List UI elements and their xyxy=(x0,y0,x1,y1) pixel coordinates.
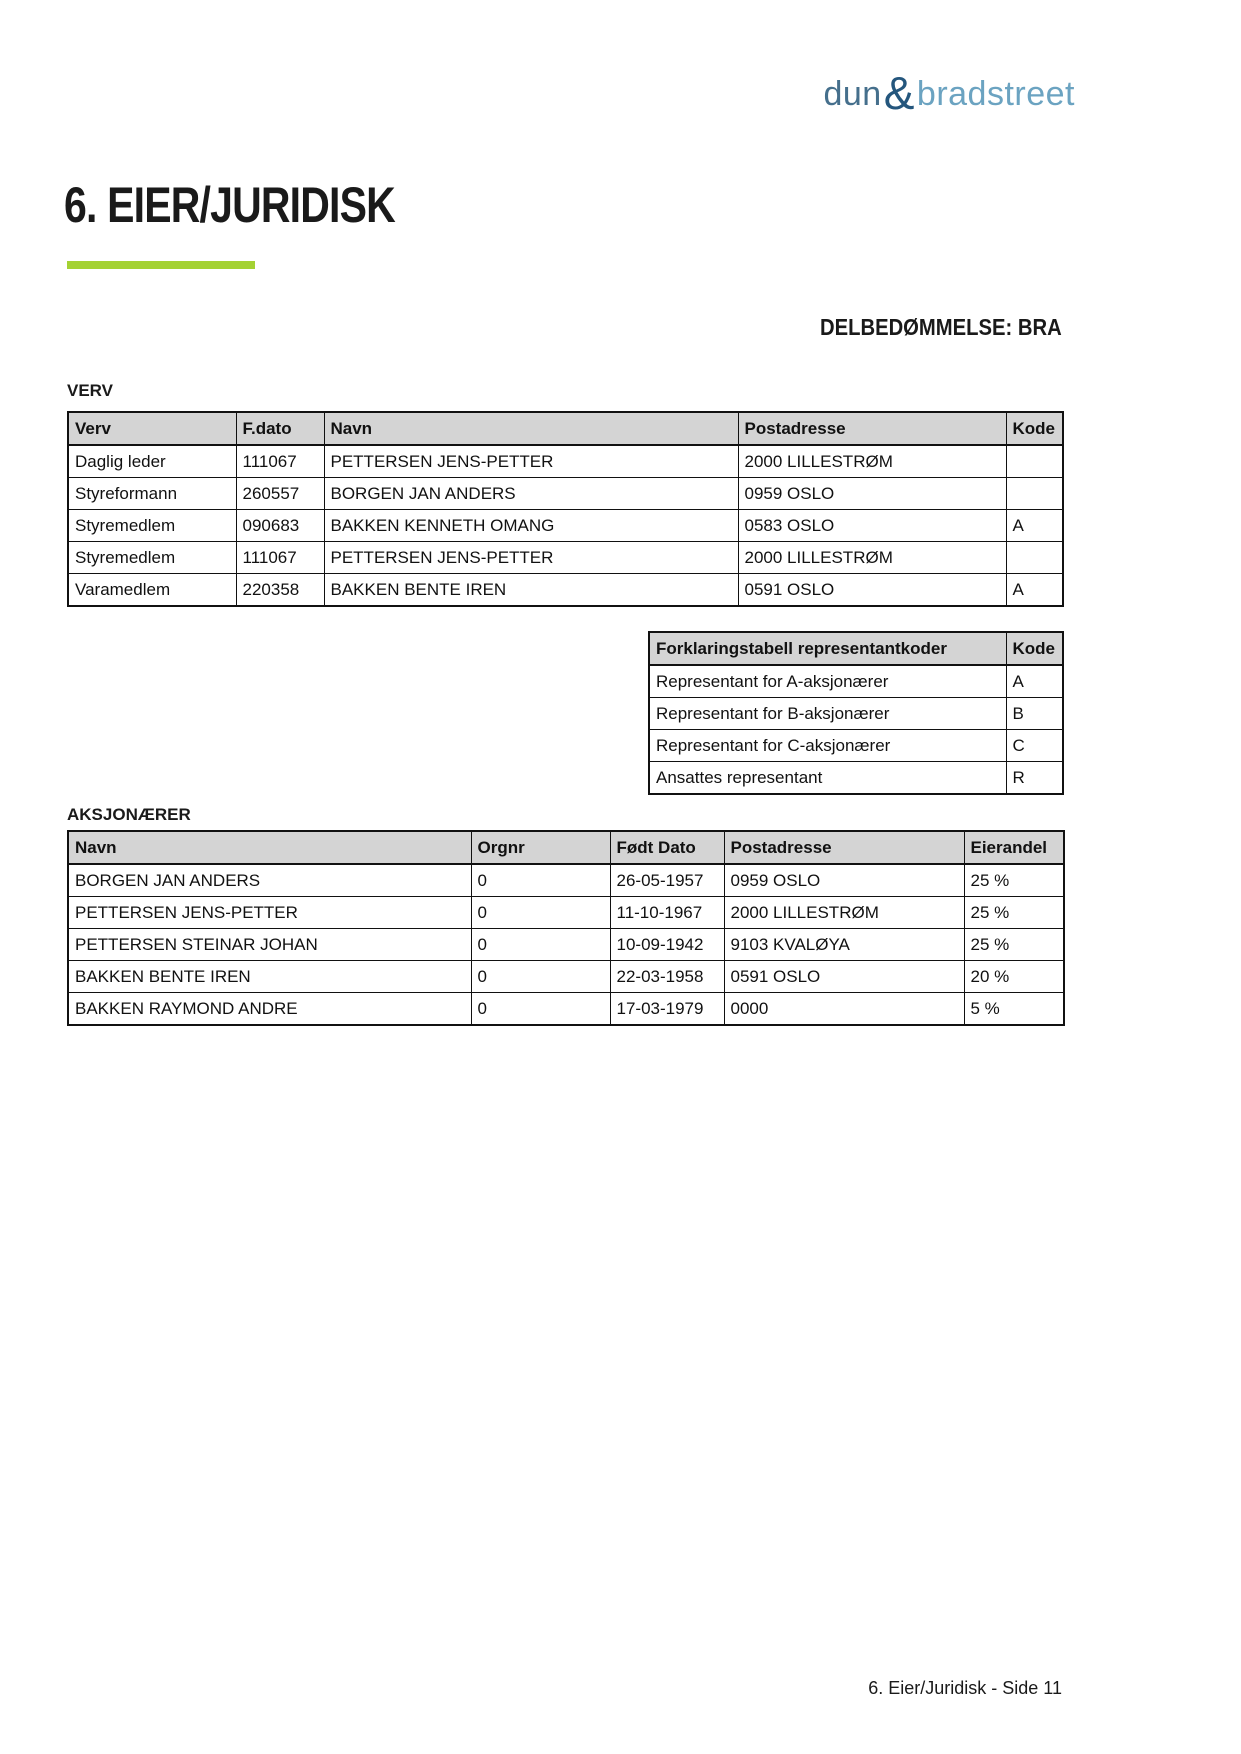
table-cell: R xyxy=(1006,762,1063,795)
table-cell: 26-05-1957 xyxy=(610,864,724,897)
section-label-aksjonaerer: AKSJONÆRER xyxy=(67,805,191,824)
table-cell: A xyxy=(1006,574,1063,607)
table-cell: 0959 OSLO xyxy=(724,864,964,897)
table-cell: BORGEN JAN ANDERS xyxy=(68,864,471,897)
table-cell: Ansattes representant xyxy=(649,762,1006,795)
table-cell: 090683 xyxy=(236,510,324,542)
table-cell: 111067 xyxy=(236,542,324,574)
table-cell: 0 xyxy=(471,993,610,1026)
table-cell: BAKKEN BENTE IREN xyxy=(68,961,471,993)
table-cell: Styreformann xyxy=(68,478,236,510)
dun-bradstreet-logo xyxy=(823,67,1075,119)
table-cell: Representant for A-aksjonærer xyxy=(649,665,1006,698)
table-cell: Styremedlem xyxy=(68,542,236,574)
table-cell: 0591 OSLO xyxy=(724,961,964,993)
table-cell: PETTERSEN JENS-PETTER xyxy=(68,897,471,929)
table-header-row xyxy=(649,632,1063,665)
shareholders-table xyxy=(67,830,1065,1026)
column-header: Postadresse xyxy=(738,412,1006,445)
table-row xyxy=(649,698,1063,730)
table-cell: 0591 OSLO xyxy=(738,574,1006,607)
column-header: Navn xyxy=(68,831,471,864)
table-cell: 2000 LILLESTRØM xyxy=(738,542,1006,574)
table-cell xyxy=(1006,445,1063,478)
column-header: F.dato xyxy=(236,412,324,445)
table-row xyxy=(68,993,1064,1026)
column-header: Forklaringstabell representantkoder xyxy=(649,632,1006,665)
table-row xyxy=(649,730,1063,762)
table-cell: 0 xyxy=(471,897,610,929)
table-cell: 5 % xyxy=(964,993,1064,1026)
table-row xyxy=(68,542,1063,574)
table-row xyxy=(68,445,1063,478)
table-cell: BAKKEN RAYMOND ANDRE xyxy=(68,993,471,1026)
table-cell: Styremedlem xyxy=(68,510,236,542)
page-footer: 6. Eier/Juridisk - Side 11 xyxy=(868,1678,1062,1698)
section-label-verv: VERV xyxy=(67,381,113,400)
logo-text-bradstreet: bradstreet xyxy=(916,75,1075,113)
table-cell xyxy=(1006,478,1063,510)
logo-text-dun: dun xyxy=(823,75,882,113)
table-row xyxy=(68,961,1064,993)
table-cell: 25 % xyxy=(964,864,1064,897)
table-cell: Daglig leder xyxy=(68,445,236,478)
column-header: Orgnr xyxy=(471,831,610,864)
table-cell: 2000 LILLESTRØM xyxy=(724,897,964,929)
table-cell: B xyxy=(1006,698,1063,730)
table-row xyxy=(68,897,1064,929)
table-cell: Representant for B-aksjonærer xyxy=(649,698,1006,730)
table-cell: Representant for C-aksjonærer xyxy=(649,730,1006,762)
table-cell: 25 % xyxy=(964,897,1064,929)
table-cell: PETTERSEN JENS-PETTER xyxy=(324,542,738,574)
table-cell: 0 xyxy=(471,961,610,993)
table-header-row xyxy=(68,412,1063,445)
table-row xyxy=(649,665,1063,698)
representative-codes-table xyxy=(648,631,1064,795)
page-title: 6. EIER/JURIDISK xyxy=(64,177,395,233)
table-row xyxy=(649,762,1063,795)
table-cell: 0959 OSLO xyxy=(738,478,1006,510)
table-cell: 9103 KVALØYA xyxy=(724,929,964,961)
table-cell: A xyxy=(1006,510,1063,542)
column-header: Postadresse xyxy=(724,831,964,864)
table-cell: 20 % xyxy=(964,961,1064,993)
table-cell: BORGEN JAN ANDERS xyxy=(324,478,738,510)
column-header: Verv xyxy=(68,412,236,445)
table-header-row xyxy=(68,831,1064,864)
table-row xyxy=(68,510,1063,542)
table-cell: A xyxy=(1006,665,1063,698)
table-row xyxy=(68,478,1063,510)
column-header: Navn xyxy=(324,412,738,445)
column-header: Kode xyxy=(1006,632,1063,665)
table-row xyxy=(68,574,1063,607)
table-cell: BAKKEN KENNETH OMANG xyxy=(324,510,738,542)
table-cell: 17-03-1979 xyxy=(610,993,724,1026)
table-cell: BAKKEN BENTE IREN xyxy=(324,574,738,607)
table-cell: 22-03-1958 xyxy=(610,961,724,993)
table-cell: 10-09-1942 xyxy=(610,929,724,961)
accent-underline-bar xyxy=(67,261,255,269)
table-cell: 0583 OSLO xyxy=(738,510,1006,542)
column-header: Kode xyxy=(1006,412,1063,445)
logo-ampersand-icon: & xyxy=(883,67,915,119)
table-cell: PETTERSEN STEINAR JOHAN xyxy=(68,929,471,961)
table-cell: 11-10-1967 xyxy=(610,897,724,929)
partial-rating-label: DELBEDØMMELSE: BRA xyxy=(820,314,1062,340)
table-row xyxy=(68,929,1064,961)
table-cell: 2000 LILLESTRØM xyxy=(738,445,1006,478)
column-header: Eierandel xyxy=(964,831,1064,864)
table-cell: PETTERSEN JENS-PETTER xyxy=(324,445,738,478)
table-row xyxy=(68,864,1064,897)
table-cell: C xyxy=(1006,730,1063,762)
table-cell: Varamedlem xyxy=(68,574,236,607)
table-cell: 0 xyxy=(471,864,610,897)
table-cell: 220358 xyxy=(236,574,324,607)
verv-table xyxy=(67,411,1064,607)
table-cell: 0000 xyxy=(724,993,964,1026)
table-cell xyxy=(1006,542,1063,574)
column-header: Født Dato xyxy=(610,831,724,864)
table-cell: 260557 xyxy=(236,478,324,510)
table-cell: 0 xyxy=(471,929,610,961)
table-cell: 25 % xyxy=(964,929,1064,961)
table-cell: 111067 xyxy=(236,445,324,478)
